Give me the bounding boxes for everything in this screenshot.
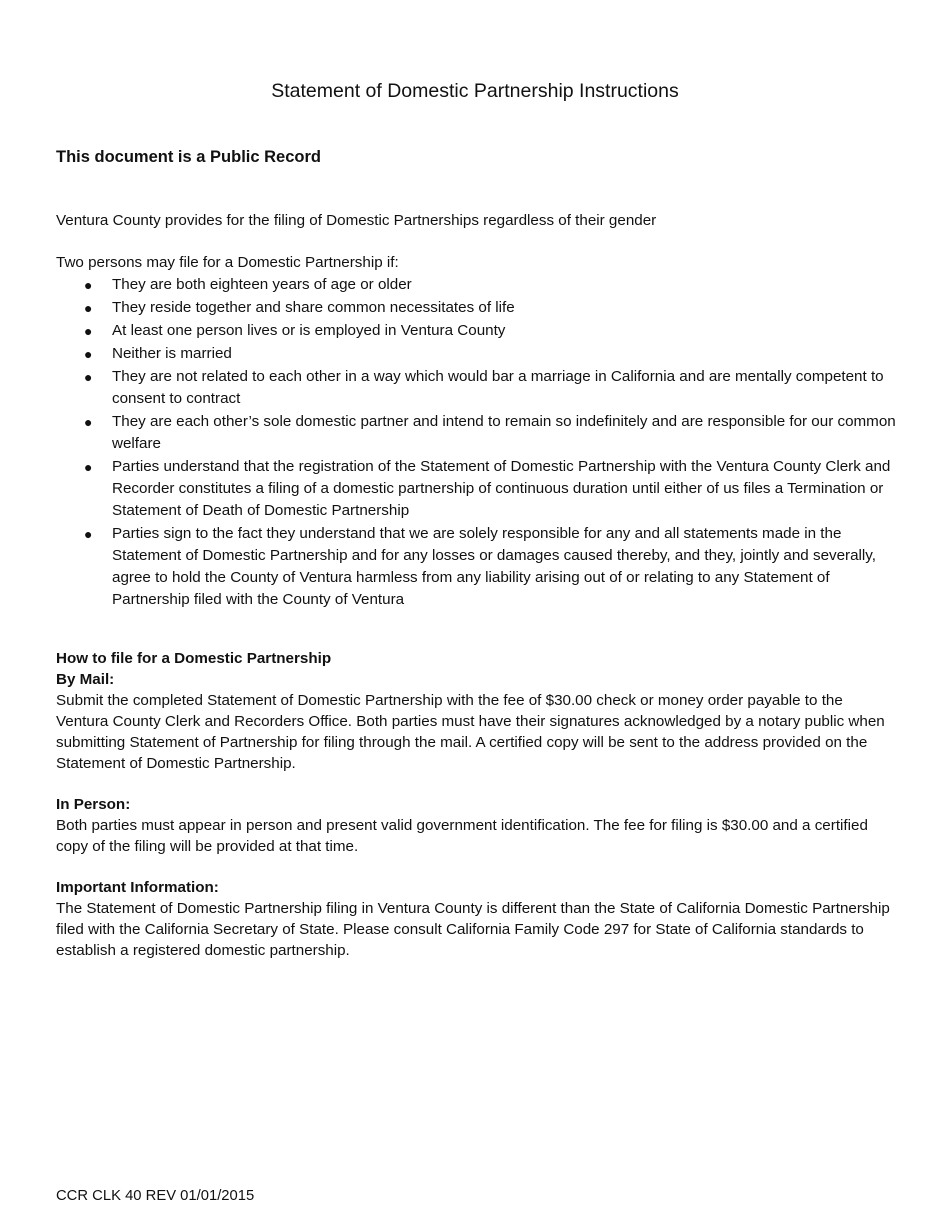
list-item-text: They are each other’s sole domestic partner and intend to remain so indefinitely and are responsible for our common welfare xyxy=(112,413,896,452)
list-item xyxy=(56,366,896,410)
list-item xyxy=(56,523,896,611)
public-record-notice: This document is a Public Record xyxy=(56,148,321,166)
eligibility-lead: Two persons may file for a Domestic Partnership if: xyxy=(56,254,399,271)
list-item xyxy=(56,411,896,455)
form-revision-footer: CCR CLK 40 REV 01/01/2015 xyxy=(56,1188,255,1204)
bullet-icon: ● xyxy=(84,277,93,293)
important-info-section xyxy=(56,877,896,961)
by-mail-text: Submit the completed Statement of Domestic Partnership with the fee of $30.00 check or money order payable to the Ventura County Clerk and Recorders Office. Both parties must have their signatures acknowledged by a notary public when submitting Statement of Partnership for filing through the mail. A certified copy will be sent to the address provided on the Statement of Domestic Partnership. xyxy=(56,692,885,772)
list-item-text: At least one person lives or is employed in Ventura County xyxy=(112,322,506,339)
page-title: Statement of Domestic Partnership Instructions xyxy=(271,80,679,102)
eligibility-criteria-list xyxy=(56,274,896,611)
list-item xyxy=(56,297,896,319)
in-person-text: Both parties must appear in person and present valid government identification. The fee for filing is $30.00 and a certified copy of the filing will be provided at that time. xyxy=(56,817,868,855)
bullet-icon: ● xyxy=(84,346,93,362)
in-person-section xyxy=(56,794,896,857)
important-info-heading: Important Information: xyxy=(56,879,219,896)
list-item xyxy=(56,274,896,296)
list-item-text: They are not related to each other in a way which would bar a marriage in California and are mentally competent to consent to contract xyxy=(112,368,884,407)
list-item xyxy=(56,320,896,342)
list-item xyxy=(56,456,896,522)
list-item-text: They are both eighteen years of age or older xyxy=(112,276,412,293)
by-mail-heading: By Mail: xyxy=(56,671,115,688)
bullet-icon: ● xyxy=(84,526,93,542)
list-item xyxy=(56,343,896,365)
how-to-file-heading: How to file for a Domestic Partnership xyxy=(56,650,332,667)
list-item-text: They reside together and share common necessitates of life xyxy=(112,299,515,316)
eligibility-section xyxy=(56,252,896,611)
list-item-text: Parties sign to the fact they understand that we are solely responsible for any and all statements made in the Statement of Domestic Partnership and for any losses or damages caused thereby, and they, jointly and severally, agree to hold the County of Ventura harmless from any liability arising out of or relating to any Statement of Partnership filed with the County of Ventura xyxy=(112,525,876,608)
bullet-icon: ● xyxy=(84,323,93,339)
list-item-text: Neither is married xyxy=(112,345,232,362)
intro-paragraph: Ventura County provides for the filing of Domestic Partnerships regardless of their gender xyxy=(56,212,657,229)
important-info-text: The Statement of Domestic Partnership filing in Ventura County is different than the State of California Domestic Partnership filed with the California Secretary of State. Please consult California Family Code 297 for State of California standards to establish a registered domestic partnership. xyxy=(56,900,890,959)
bullet-icon: ● xyxy=(84,369,93,385)
bullet-icon: ● xyxy=(84,459,93,475)
list-item-text: Parties understand that the registration of the Statement of Domestic Partnership with the Ventura County Clerk and Recorder constitutes a filing of a domestic partnership of continuous duration until either of us files a Termination or Statement of Death of Domestic Partnership xyxy=(112,458,891,519)
bullet-icon: ● xyxy=(84,300,93,316)
how-to-file-section xyxy=(56,648,896,774)
in-person-heading: In Person: xyxy=(56,796,131,813)
bullet-icon: ● xyxy=(84,414,93,430)
